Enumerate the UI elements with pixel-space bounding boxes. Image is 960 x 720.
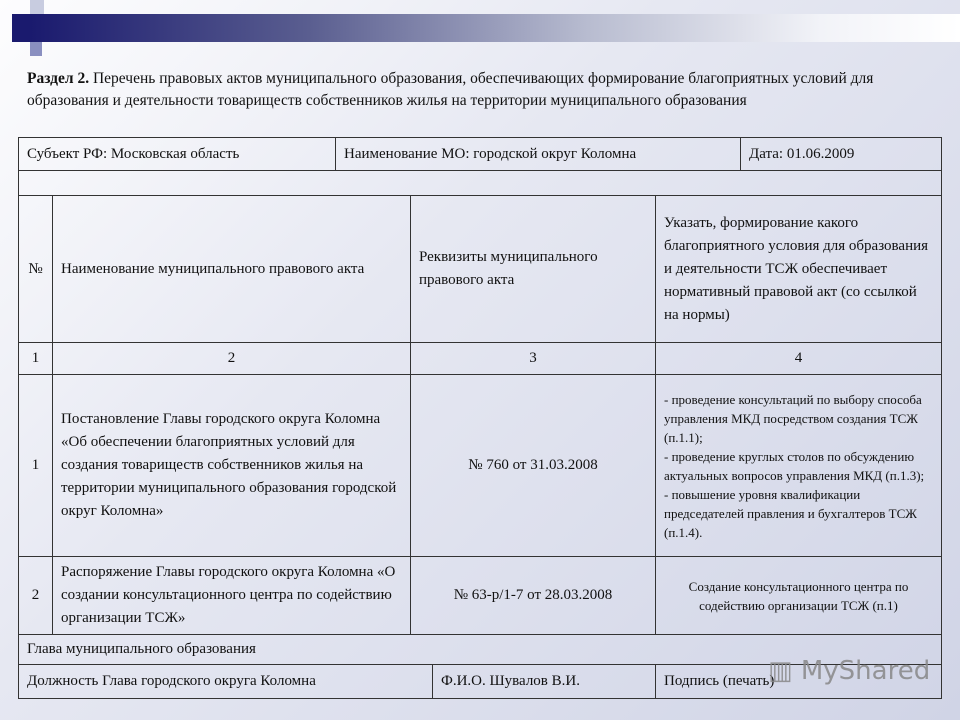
row1-name: Постановление Главы городского округа Коломна «Об обеспечении благоприятных условий для создания товариществ собственников жилья на территории муниципального образования городской округ Коломна» <box>52 374 411 557</box>
col-header-num: № <box>18 195 53 343</box>
footer-head: Глава муниципального образования <box>18 634 942 665</box>
row2-condition: Создание консультационного центра по содействию организации ТСЖ (п.1) <box>655 556 942 635</box>
col-number: 4 <box>655 342 942 375</box>
col-header-condition: Указать, формирование какого благоприятного условия для образования и деятельности ТСЖ обеспечивает нормативный правовой акт (со ссылкой на нормы) <box>655 195 942 343</box>
col-number: 3 <box>410 342 656 375</box>
header-gradient-bar <box>30 14 960 42</box>
title-text: Перечень правовых актов муниципального образования, обеспечивающих формирование благоприятных условий для образования и деятельности товариществ собственников жилья на территории муниципального образования <box>27 70 874 109</box>
empty-row <box>18 170 942 196</box>
row2-name: Распоряжение Главы городского округа Коломна «О создании консультационного центра по содействию организации ТСЖ» <box>52 556 411 635</box>
chart-icon: ▥ <box>768 656 793 686</box>
date-cell: Дата: 01.06.2009 <box>740 137 942 171</box>
title-section: Раздел 2. <box>27 70 90 87</box>
row1-details: № 760 от 31.03.2008 <box>410 374 656 557</box>
decor-square <box>30 0 44 14</box>
footer-fio: Ф.И.О. Шувалов В.И. <box>432 664 656 699</box>
watermark-text: MyShared <box>800 656 931 686</box>
footer-position: Должность Глава городского округа Коломна <box>18 664 433 699</box>
watermark-logo <box>768 656 930 686</box>
mo-cell: Наименование МО: городской округ Коломна <box>335 137 741 171</box>
col-number: 2 <box>52 342 411 375</box>
col-header-name: Наименование муниципального правового акта <box>52 195 411 343</box>
col-number: 1 <box>18 342 53 375</box>
decor-square <box>30 42 42 56</box>
col-header-details: Реквизиты муниципального правового акта <box>410 195 656 343</box>
row2-num: 2 <box>18 556 53 635</box>
row1-num: 1 <box>18 374 53 557</box>
page-title <box>27 68 927 112</box>
decor-square <box>12 14 30 42</box>
footer-signature: Подпись (печать) <box>655 664 942 699</box>
row1-condition: - проведение консультаций по выбору способа управления МКД посредством создания ТСЖ (п.1.1); - проведение круглых столов по обсуждению актуальных вопросов управления МКД (п.1.3); - повышение уровня квалификации председателей правления и бухгалтеров ТСЖ (п.1.4). <box>655 374 942 557</box>
row2-details: № 63-р/1-7 от 28.03.2008 <box>410 556 656 635</box>
subject-cell: Субъект РФ: Московская область <box>18 137 336 171</box>
